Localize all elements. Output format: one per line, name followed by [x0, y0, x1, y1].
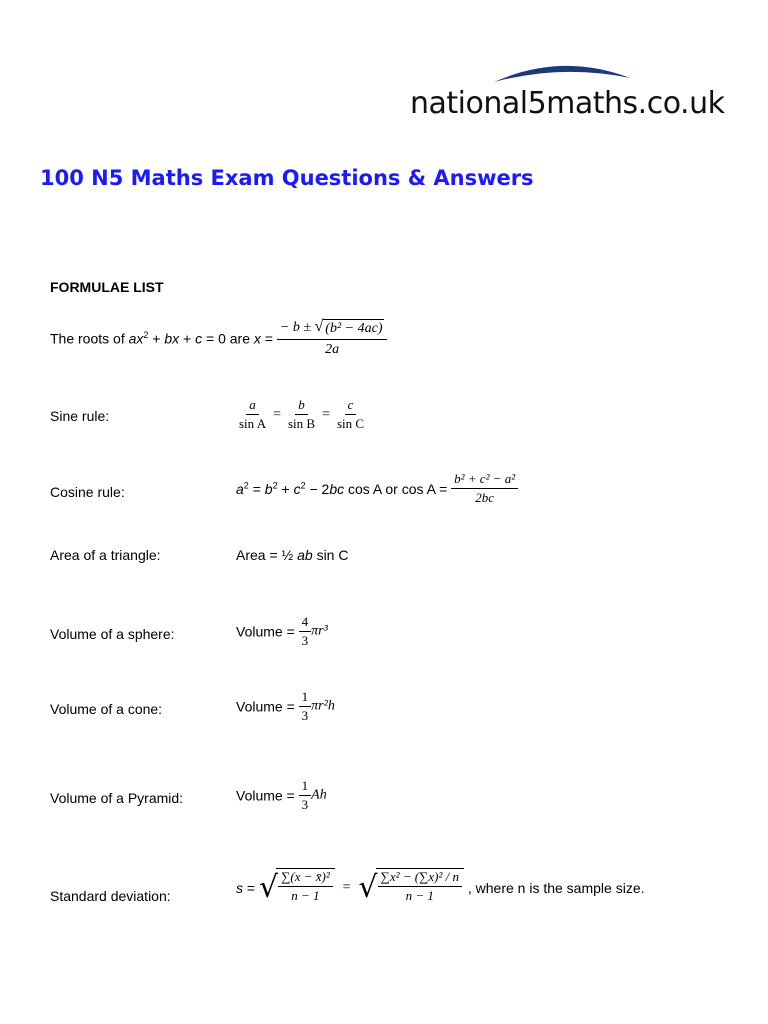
area-label: Area of a triangle: — [50, 547, 161, 563]
cone-label: Volume of a cone: — [50, 701, 163, 717]
sd-sqrt-1: √ $\frac{\text{∑(x − x̄)²}}{n - 1}$ — [259, 868, 335, 908]
quadratic-denominator: 2a — [325, 342, 340, 357]
sphere-formula: Volume = $\frac{4}{3}$ πr³ — [236, 614, 328, 648]
sine-fraction-c: $\frac{c}{\text{sin C}}$ — [337, 397, 365, 431]
sine-fraction-a: $\frac{a}{\text{sin A}}$ — [239, 397, 267, 431]
page-title: 100 N5 Maths Exam Questions & Answers — [40, 166, 534, 190]
pyramid-label: Volume of a Pyramid: — [50, 790, 184, 806]
cone-fraction: $\frac{1}{3}$ — [299, 690, 312, 723]
site-logo — [410, 60, 725, 130]
roots-c: c — [195, 330, 203, 347]
pyramid-formula: Volume = $\frac{1}{3}$ Ah — [236, 778, 327, 812]
sd-suffix: , where n is the sample size. — [467, 880, 645, 896]
quadratic-formula-row: The roots of $ax^2$ + bx + c = 0 are x = − b ± √ (b² − 4ac) 2a — [50, 319, 387, 358]
sine-rule-formula: $\frac{a}{\text{sin A}}$ = $\frac{b}{\text{sin B}}$ = $\frac{c}{\text{sin C}}$ — [236, 398, 367, 431]
quadratic-fraction — [277, 319, 388, 358]
logo-text: national5maths.co.uk — [410, 86, 725, 121]
sphere-label: Volume of a sphere: — [50, 626, 175, 642]
sd-formula: s = √ $\frac{\text{∑(x − x̄)²}}{n - 1}$ = √ $\frac{\text{∑x² − (∑x)² / n}}{n - 1}$ , where n is the sample size. — [236, 868, 645, 908]
cosine-rule-formula: $a^2 = b^2 + c^2 - 2bc$ cos A or cos A = $\frac{\text{b² + c² − a²}}{2bc}$ — [236, 472, 518, 505]
sine-rule-label: Sine rule: — [50, 408, 110, 424]
sd-label: Standard deviation: — [50, 888, 171, 904]
sqrt-symbol: √ (b² − 4ac) — [314, 318, 383, 336]
logo-arc-icon — [492, 60, 632, 86]
pyramid-fraction: $\frac{1}{3}$ — [299, 779, 312, 812]
roots-label: The roots of — [50, 330, 129, 347]
roots-bx: bx — [164, 330, 180, 347]
quadratic-numerator: − b ± — [279, 320, 312, 336]
sd-sqrt-2: √ $\frac{\text{∑x² − (∑x)² / n}}{n - 1}$ — [358, 868, 464, 908]
area-formula: Area = ½ ab sin C — [236, 547, 349, 563]
sine-fraction-b: $\frac{b}{\text{sin B}}$ — [288, 397, 316, 431]
sphere-fraction: $\frac{4}{3}$ — [299, 615, 312, 648]
cosine-fraction: $\frac{\text{b² + c² − a²}}{2bc}$ — [451, 472, 518, 505]
roots-eq: = 0 are — [206, 330, 251, 347]
cone-formula: Volume = $\frac{1}{3}$ πr²h — [236, 689, 335, 723]
cosine-rule-label: Cosine rule: — [50, 484, 125, 500]
formulae-heading: FORMULAE LIST — [50, 279, 164, 295]
roots-x: x — [253, 330, 261, 347]
quadratic-radicand: (b² − 4ac) — [325, 321, 383, 336]
roots-ax: ax — [128, 330, 144, 347]
